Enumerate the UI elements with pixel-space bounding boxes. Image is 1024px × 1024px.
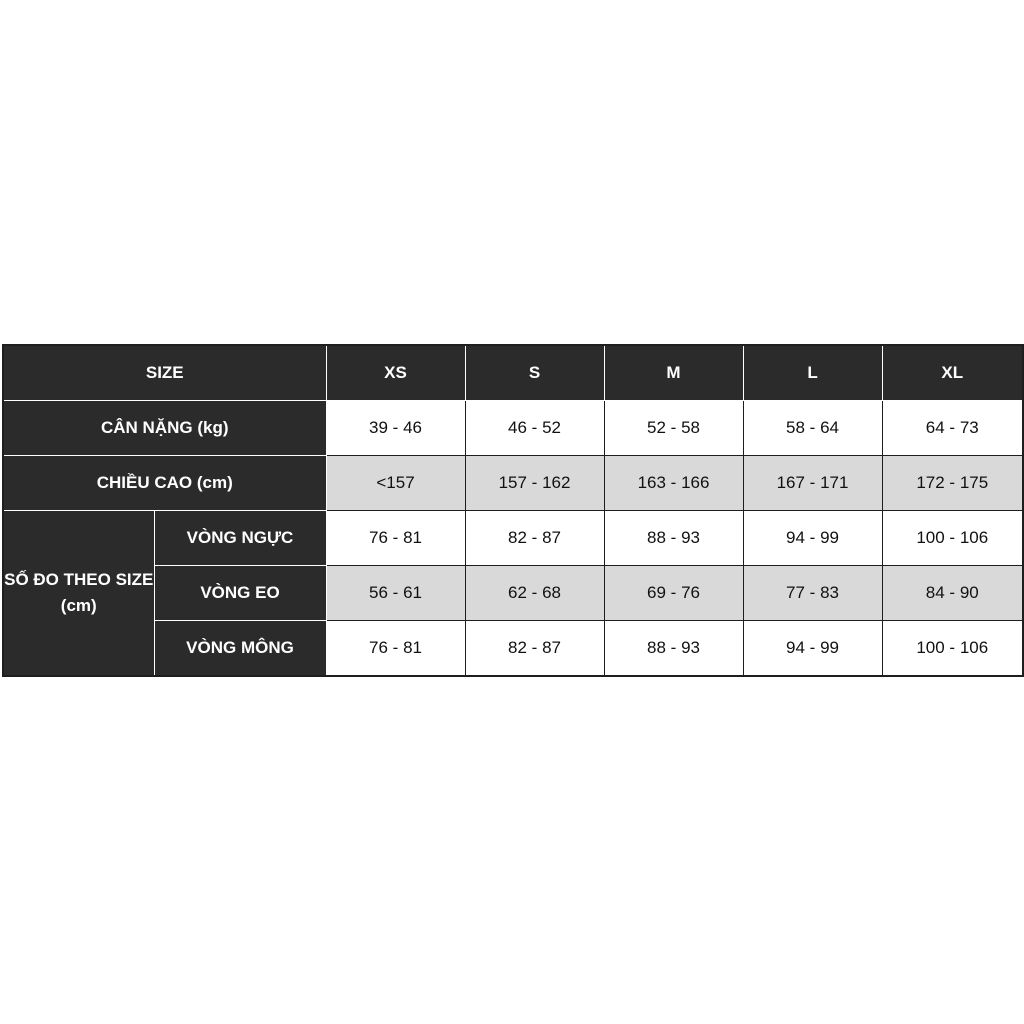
weight-label: CÂN NẶNG (kg): [3, 401, 326, 456]
hip-cell: 88 - 93: [604, 621, 743, 677]
waist-cell: 84 - 90: [882, 566, 1023, 621]
hip-cell: 82 - 87: [465, 621, 604, 677]
measure-group-label: [3, 511, 154, 677]
waist-cell: 62 - 68: [465, 566, 604, 621]
hip-label: VÒNG MÔNG: [154, 621, 326, 677]
height-label: CHIỀU CAO (cm): [3, 456, 326, 511]
measure-group-label-line1: SỐ ĐO THEO SIZE: [4, 570, 154, 589]
weight-cell: 46 - 52: [465, 401, 604, 456]
size-xl-header: XL: [882, 345, 1023, 401]
height-cell: 157 - 162: [465, 456, 604, 511]
height-cell: 172 - 175: [882, 456, 1023, 511]
size-chart-table: [2, 344, 1024, 677]
size-m-header: M: [604, 345, 743, 401]
weight-row: [3, 401, 1023, 456]
height-cell: 167 - 171: [743, 456, 882, 511]
height-cell: 163 - 166: [604, 456, 743, 511]
chest-cell: 94 - 99: [743, 511, 882, 566]
chest-row: [3, 511, 1023, 566]
size-xs-header: XS: [326, 345, 465, 401]
waist-cell: 77 - 83: [743, 566, 882, 621]
weight-cell: 52 - 58: [604, 401, 743, 456]
hip-cell: 76 - 81: [326, 621, 465, 677]
size-header: SIZE: [3, 345, 326, 401]
chest-label: VÒNG NGỰC: [154, 511, 326, 566]
hip-cell: 100 - 106: [882, 621, 1023, 677]
size-s-header: S: [465, 345, 604, 401]
waist-label: VÒNG EO: [154, 566, 326, 621]
hip-row: [3, 621, 1023, 677]
waist-row: [3, 566, 1023, 621]
chest-cell: 100 - 106: [882, 511, 1023, 566]
waist-cell: 69 - 76: [604, 566, 743, 621]
header-row: [3, 345, 1023, 401]
chest-cell: 82 - 87: [465, 511, 604, 566]
weight-cell: 64 - 73: [882, 401, 1023, 456]
size-l-header: L: [743, 345, 882, 401]
chest-cell: 88 - 93: [604, 511, 743, 566]
weight-cell: 39 - 46: [326, 401, 465, 456]
chest-cell: 76 - 81: [326, 511, 465, 566]
waist-cell: 56 - 61: [326, 566, 465, 621]
height-row: [3, 456, 1023, 511]
height-cell: <157: [326, 456, 465, 511]
measure-group-label-line2: (cm): [60, 596, 97, 615]
hip-cell: 94 - 99: [743, 621, 882, 677]
weight-cell: 58 - 64: [743, 401, 882, 456]
